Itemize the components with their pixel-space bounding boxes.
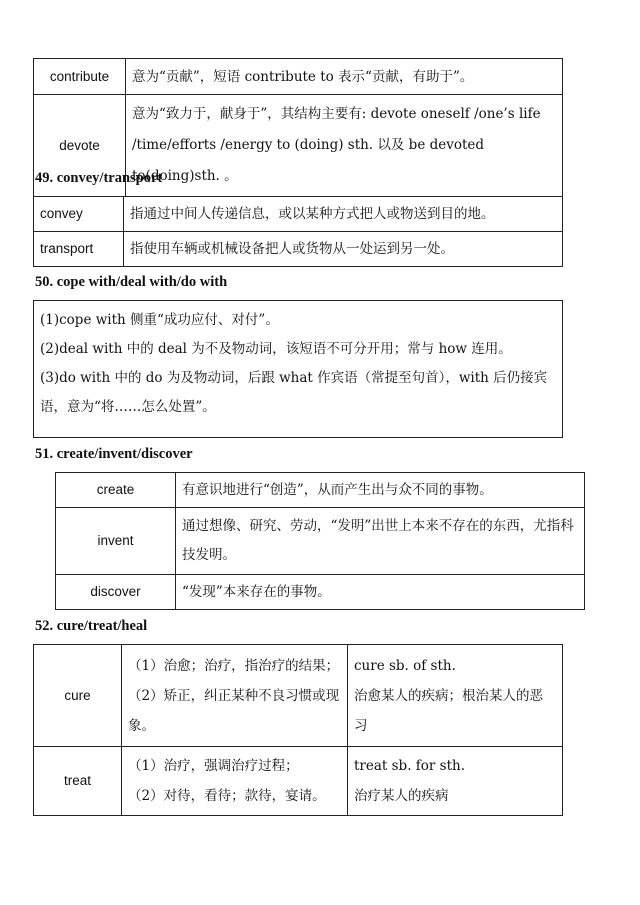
term-cell: devote bbox=[34, 95, 126, 197]
desc-cell: 意为“致力于，献身于”，其结构主要有: devote oneself /one’s life /time/efforts /energy to (doing) sth. 以及 be devoted to(doing)sth. 。 bbox=[126, 95, 563, 197]
cure-treat-table bbox=[33, 644, 563, 816]
table-row bbox=[56, 508, 585, 575]
term-cell: cure bbox=[34, 645, 122, 747]
desc-cell: 通过想像、研究、劳动，“发明”出世上本来不存在的东西，尤指科技发明。 bbox=[176, 508, 585, 575]
create-invent-table bbox=[55, 472, 585, 610]
usage-line: 治愈某人的疾病；根治某人的恶习 bbox=[354, 687, 543, 734]
section-heading: 51. create/invent/discover bbox=[35, 446, 193, 462]
explanation-line: (3)do with 中的 do 为及物动词，后跟 what 作宾语（常提至句首），with 后仍接宾语，意为“将……怎么处置”。 bbox=[40, 370, 548, 415]
section-heading: 49. convey/transport bbox=[35, 170, 163, 186]
convey-transport-table bbox=[33, 196, 563, 267]
desc-cell: 意为“贡献”，短语 contribute to 表示“贡献，有助于”。 bbox=[126, 59, 563, 95]
meaning-line: （1）治疗，强调治疗过程； bbox=[128, 758, 299, 774]
table-row bbox=[34, 645, 563, 747]
term-cell: create bbox=[56, 473, 176, 508]
explanation-line: (1)cope with 侧重“成功应付、对付”。 bbox=[40, 312, 279, 328]
term-cell: contribute bbox=[34, 59, 126, 95]
table-row bbox=[56, 575, 585, 610]
cope-with-box bbox=[33, 300, 563, 438]
table-row bbox=[34, 747, 563, 816]
term-cell: convey bbox=[34, 197, 124, 232]
section-heading: 50. cope with/deal with/do with bbox=[35, 274, 228, 290]
desc-cell: 指通过中间人传递信息，或以某种方式把人或物送到目的地。 bbox=[124, 197, 563, 232]
table-row bbox=[34, 197, 563, 232]
usage-line: treat sb. for sth. bbox=[354, 758, 465, 774]
term-cell: treat bbox=[34, 747, 122, 816]
desc-cell: 有意识地进行“创造”，从而产生出与众不同的事物。 bbox=[176, 473, 585, 508]
meaning-cell bbox=[122, 645, 348, 747]
usage-line: 治疗某人的疾病 bbox=[354, 788, 449, 804]
table-row bbox=[34, 59, 563, 95]
table-row bbox=[56, 473, 585, 508]
desc-cell: 指使用车辆或机械设备把人或货物从一处运到另一处。 bbox=[124, 232, 563, 267]
meaning-line: （2）对待，看待；款待，宴请。 bbox=[128, 788, 326, 804]
usage-line: cure sb. of sth. bbox=[354, 657, 456, 674]
meaning-line: （2）矫正，纠正某种不良习惯或现象。 bbox=[128, 687, 340, 734]
explanation-line: (2)deal with 中的 deal 为不及物动词，该短语不可分开用；常与 how 连用。 bbox=[40, 341, 512, 357]
term-cell: discover bbox=[56, 575, 176, 610]
term-cell: transport bbox=[34, 232, 124, 267]
meaning-line: （1）治愈；治疗，指治疗的结果； bbox=[128, 657, 340, 674]
usage-cell bbox=[348, 747, 563, 816]
table-row bbox=[34, 232, 563, 267]
usage-cell bbox=[348, 645, 563, 747]
section-heading: 52. cure/treat/heal bbox=[35, 618, 148, 634]
meaning-cell bbox=[122, 747, 348, 816]
term-cell: invent bbox=[56, 508, 176, 575]
desc-cell: “发现”本来存在的事物。 bbox=[176, 575, 585, 610]
